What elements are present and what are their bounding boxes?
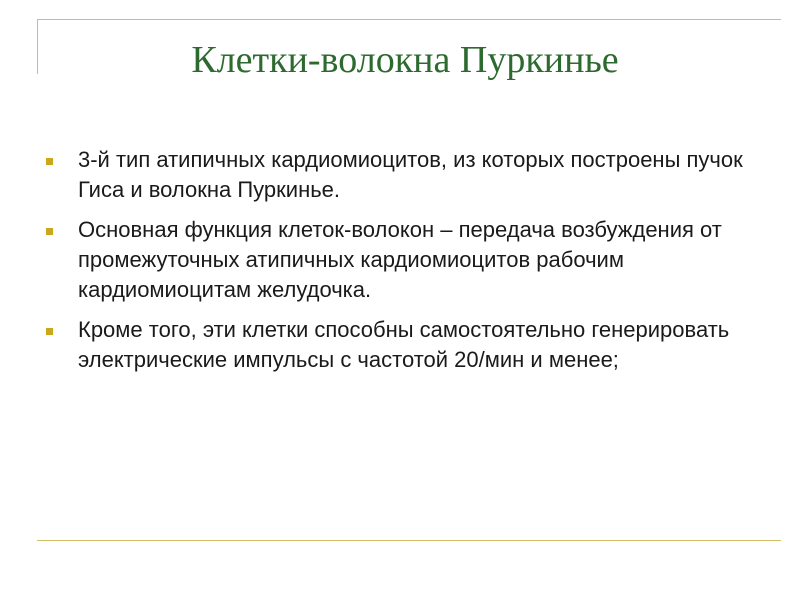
bullet-item [44, 315, 764, 375]
bullet-text: 3-й тип атипичных кардиомиоцитов, из которых построены пучок Гиса и волокна Пуркинье. [78, 147, 743, 202]
slide-title: Клетки-волокна Пуркинье [191, 39, 619, 81]
bullet-item [44, 145, 764, 205]
bullet-list [44, 145, 764, 385]
bullet-text: Основная функция клеток-волокон – передача возбуждения от промежуточных атипичных кардиомиоцитов рабочим кардиомиоцитам желудочка. [78, 217, 722, 302]
square-bullet-icon [46, 328, 53, 335]
bullet-item [44, 215, 764, 305]
left-divider [37, 19, 38, 74]
bullet-text: Кроме того, эти клетки способны самостоятельно генерировать электрические импульсы с частотой 20/мин и менее; [78, 317, 730, 372]
square-bullet-icon [46, 158, 53, 165]
top-divider [37, 19, 781, 20]
bottom-divider [37, 540, 781, 541]
square-bullet-icon [46, 228, 53, 235]
